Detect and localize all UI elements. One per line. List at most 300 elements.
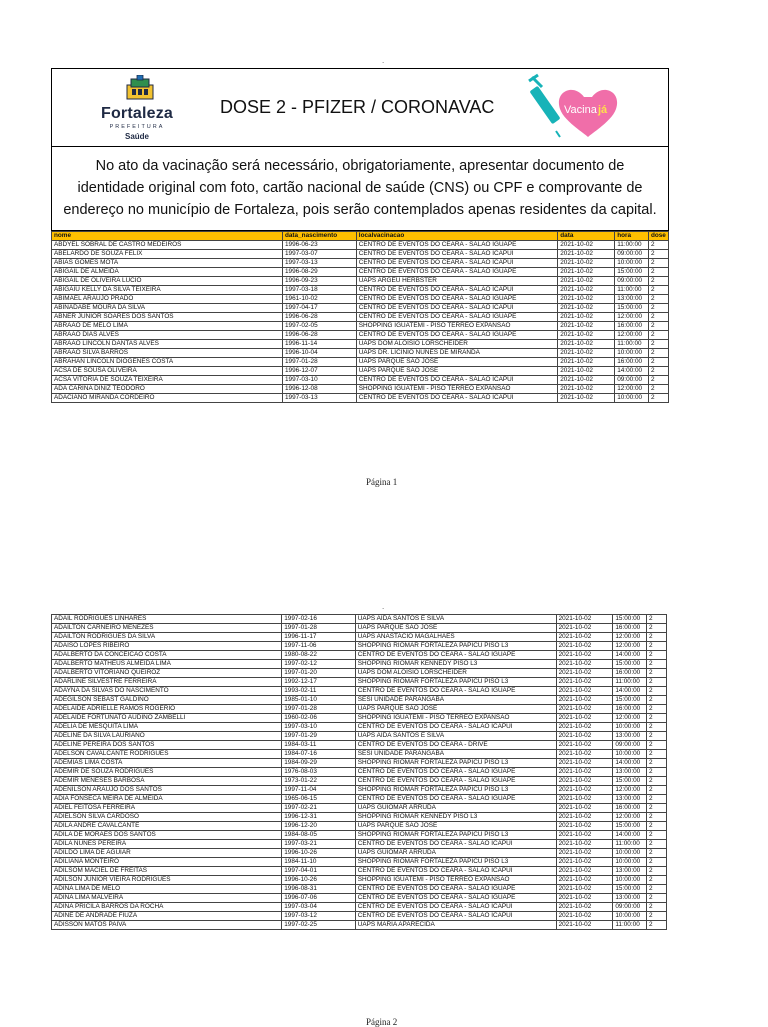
table-cell-data_nascimento: 1996-06-23: [282, 241, 356, 250]
table-cell-hora: 11:00:00: [615, 340, 649, 349]
table-cell-localvacinacao: SHOPPING IGUATEMI - PISO TERREO EXPANSAO: [355, 714, 556, 723]
table-cell-data_nascimento: 1996-08-29: [282, 268, 356, 277]
table-cell-data_nascimento: 1997-03-18: [282, 286, 356, 295]
fortaleza-logo: [92, 75, 182, 141]
table-cell-nome: ADEMIAS LIMA COSTA: [52, 759, 282, 768]
table-cell-data_nascimento: 1984-03-11: [282, 741, 356, 750]
column-header-data_nascimento: data_nascimento: [282, 232, 356, 241]
table-cell-nome: ADINA LIMA DE MELO: [52, 885, 282, 894]
table-cell-localvacinacao: SHOPPING RIOMAR KENNEDY PISO L3: [355, 813, 556, 822]
table-cell-data: 2021-10-02: [556, 678, 613, 687]
table-cell-data_nascimento: 1961-10-02: [282, 295, 356, 304]
table-cell-data: 2021-10-02: [556, 687, 613, 696]
table-cell-nome: ADIEL FEITOSA FERREIRA: [52, 804, 282, 813]
table-cell-dose: 2: [646, 723, 666, 732]
table-row: [52, 723, 667, 732]
table-cell-data: 2021-10-02: [558, 394, 615, 403]
table-cell-hora: 10:00:00: [613, 750, 647, 759]
table-row: [52, 241, 669, 250]
table-cell-hora: 10:00:00: [613, 723, 647, 732]
page-1-label: Página 1: [366, 477, 398, 487]
table-cell-hora: 14:00:00: [613, 651, 647, 660]
table-cell-data: 2021-10-02: [558, 385, 615, 394]
table-cell-nome: ADELSON CAVALCANTE RODRIGUES: [52, 750, 282, 759]
table-cell-dose: 2: [648, 367, 668, 376]
table-cell-localvacinacao: CENTRO DE EVENTOS DO CEARA - SALAO ICAPUI: [356, 286, 557, 295]
table-cell-dose: 2: [646, 741, 666, 750]
table-cell-data: 2021-10-02: [558, 331, 615, 340]
table-row: [52, 322, 669, 331]
table-cell-dose: 2: [646, 840, 666, 849]
table-cell-hora: 12:00:00: [615, 331, 649, 340]
table-cell-nome: ADELIA DE MESQUITA LIMA: [52, 723, 282, 732]
table-cell-localvacinacao: CENTRO DE EVENTOS DO CEARA - SALAO IGUAPE: [355, 894, 556, 903]
table-cell-dose: 2: [646, 885, 666, 894]
table-cell-localvacinacao: UAPS PARQUE SAO JOSE: [355, 624, 556, 633]
table-cell-hora: 10:00:00: [615, 394, 649, 403]
table-cell-data_nascimento: 1984-11-10: [282, 858, 356, 867]
table-cell-localvacinacao: UAPS PARQUE SAO JOSE: [356, 367, 557, 376]
table-cell-localvacinacao: CENTRO DE EVENTOS DO CEARA - SALAO IGUAPE: [356, 268, 557, 277]
table-cell-nome: ABIGAIL DE OLIVEIRA LUCIO: [52, 277, 283, 286]
table-cell-data: 2021-10-02: [556, 696, 613, 705]
table-cell-dose: 2: [646, 786, 666, 795]
table-cell-data_nascimento: 1997-04-01: [282, 867, 356, 876]
table-row: [52, 313, 669, 322]
table-cell-hora: 16:00:00: [613, 804, 647, 813]
table-cell-localvacinacao: CENTRO DE EVENTOS DO CEARA - SALAO IGUAPE: [355, 651, 556, 660]
table-cell-nome: ADIA FONSECA MEIRA DE ALMEIDA: [52, 795, 282, 804]
table-cell-hora: 14:00:00: [613, 831, 647, 840]
table-cell-hora: 11:00:00: [615, 286, 649, 295]
table-cell-nome: ADIELSON SILVA CARDOSO: [52, 813, 282, 822]
table-cell-data: 2021-10-02: [556, 885, 613, 894]
page-dot: .: [382, 602, 385, 611]
table-cell-data: 2021-10-02: [556, 849, 613, 858]
table-cell-nome: ADINE DE ANDRADE FIUZA: [52, 912, 282, 921]
table-cell-data_nascimento: 1996-12-08: [282, 385, 356, 394]
table-cell-localvacinacao: UAPS PARQUE SAO JOSE: [356, 358, 557, 367]
table-row: [52, 615, 667, 624]
table-cell-data: 2021-10-02: [558, 322, 615, 331]
table-cell-hora: 16:00:00: [613, 669, 647, 678]
table-cell-dose: 2: [648, 250, 668, 259]
table-cell-localvacinacao: UAPS ANASTACIO MAGALHAES: [355, 633, 556, 642]
table-cell-localvacinacao: CENTRO DE EVENTOS DO CEARA - SALAO ICAPUI: [355, 912, 556, 921]
table-row: [52, 840, 667, 849]
table-cell-dose: 2: [648, 304, 668, 313]
table-cell-localvacinacao: CENTRO DE EVENTOS DO CEARA - SALAO ICAPUI: [356, 304, 557, 313]
table-row: [52, 858, 667, 867]
table-cell-dose: 2: [648, 385, 668, 394]
table-cell-hora: 16:00:00: [613, 624, 647, 633]
table-cell-nome: ADEMIR MENESES BARBOSA: [52, 777, 282, 786]
table-cell-dose: 2: [646, 876, 666, 885]
table-cell-localvacinacao: UAPS PARQUE SAO JOSE: [355, 822, 556, 831]
column-header-hora: hora: [615, 232, 649, 241]
table-cell-nome: ABIAS GOMES MOTA: [52, 259, 283, 268]
table-cell-data: 2021-10-02: [558, 313, 615, 322]
table-cell-hora: 15:00:00: [615, 304, 649, 313]
table-cell-data: 2021-10-02: [556, 741, 613, 750]
table-cell-hora: 12:00:00: [613, 813, 647, 822]
table-row: [52, 304, 669, 313]
table-cell-data_nascimento: 1960-02-06: [282, 714, 356, 723]
table-cell-nome: ADELAIDE ADRIELLE RAMOS ROGERIO: [52, 705, 282, 714]
table-cell-dose: 2: [648, 268, 668, 277]
table-cell-hora: 15:00:00: [613, 660, 647, 669]
table-row: [52, 331, 669, 340]
table-row: [52, 876, 667, 885]
table-cell-nome: ADARLINE SILVESTRE FERREIRA: [52, 678, 282, 687]
column-header-data: data: [558, 232, 615, 241]
table-cell-data: 2021-10-02: [556, 786, 613, 795]
table-cell-data: 2021-10-02: [556, 732, 613, 741]
table-cell-hora: 12:00:00: [615, 385, 649, 394]
table-cell-dose: 2: [648, 286, 668, 295]
table-cell-localvacinacao: SHOPPING IGUATEMI - PISO TERREO EXPANSAO: [355, 876, 556, 885]
table-cell-dose: 2: [648, 331, 668, 340]
table-cell-data: 2021-10-02: [556, 876, 613, 885]
table-cell-dose: 2: [648, 394, 668, 403]
table-cell-data_nascimento: 1996-10-04: [282, 349, 356, 358]
table-cell-nome: ABRAAO LINCOLN DANTAS ALVES: [52, 340, 283, 349]
table-cell-hora: 13:00:00: [613, 795, 647, 804]
table-cell-hora: 15:00:00: [615, 268, 649, 277]
table-cell-data: 2021-10-02: [556, 633, 613, 642]
table-row: [52, 894, 667, 903]
table-cell-data_nascimento: 1996-11-17: [282, 633, 356, 642]
table-row: [52, 813, 667, 822]
page-1: [51, 68, 669, 403]
vaccine-logo-icon: [526, 73, 626, 139]
table-cell-data_nascimento: 1997-02-25: [282, 921, 356, 930]
table-cell-hora: 13:00:00: [613, 867, 647, 876]
table-cell-dose: 2: [646, 687, 666, 696]
table-cell-dose: 2: [646, 903, 666, 912]
table-cell-localvacinacao: CENTRO DE EVENTOS DO CEARA - SALAO ICAPUI: [355, 840, 556, 849]
table-row: [52, 696, 667, 705]
table-cell-dose: 2: [646, 669, 666, 678]
table-cell-data: 2021-10-02: [558, 277, 615, 286]
table-cell-hora: 15:00:00: [613, 696, 647, 705]
table-row: [52, 358, 669, 367]
table-cell-data_nascimento: 1997-04-17: [282, 304, 356, 313]
table-cell-nome: ADINA LIMA MALVEIRA: [52, 894, 282, 903]
table-row: [52, 624, 667, 633]
table-cell-localvacinacao: UAPS GUIOMAR ARRUDA: [355, 849, 556, 858]
table-cell-hora: 10:00:00: [615, 259, 649, 268]
logo-sub-text: PREFEITURA: [109, 124, 165, 130]
table-cell-data_nascimento: 1996-10-26: [282, 849, 356, 858]
column-header-dose: dose: [648, 232, 668, 241]
table-cell-data: 2021-10-02: [556, 903, 613, 912]
table-cell-data_nascimento: 1997-03-13: [282, 259, 356, 268]
table-cell-dose: 2: [646, 894, 666, 903]
table-cell-hora: 14:00:00: [615, 367, 649, 376]
table-cell-hora: 10:00:00: [613, 849, 647, 858]
table-cell-localvacinacao: SHOPPING RIOMAR FORTALEZA PAPICU PISO L3: [355, 678, 556, 687]
table-cell-hora: 13:00:00: [615, 295, 649, 304]
table-cell-nome: ADAIL RODRIGUES LINHARES: [52, 615, 282, 624]
table-cell-nome: ADELINE PEREIRA DOS SANTOS: [52, 741, 282, 750]
table-cell-dose: 2: [646, 633, 666, 642]
table-cell-hora: 12:00:00: [613, 786, 647, 795]
table-cell-dose: 2: [646, 678, 666, 687]
table-row: [52, 777, 667, 786]
table-row: [52, 903, 667, 912]
table-row: [52, 714, 667, 723]
table-cell-dose: 2: [646, 921, 666, 930]
table-cell-data_nascimento: 1997-03-13: [282, 394, 356, 403]
table-cell-hora: 16:00:00: [615, 358, 649, 367]
table-row: [52, 786, 667, 795]
table-cell-data_nascimento: 1997-01-20: [282, 669, 356, 678]
table-cell-nome: ADILSON JUNIOR VIEIRA RODRIGUES: [52, 876, 282, 885]
table-row: [52, 822, 667, 831]
table-cell-data_nascimento: 1984-07-16: [282, 750, 356, 759]
table-cell-nome: ABRAAO SILVA BARROS: [52, 349, 283, 358]
table-cell-data_nascimento: 1996-12-07: [282, 367, 356, 376]
table-cell-data_nascimento: 1984-09-29: [282, 759, 356, 768]
table-row: [52, 651, 667, 660]
table-row: [52, 642, 667, 651]
table-cell-hora: 12:00:00: [613, 633, 647, 642]
table-cell-data_nascimento: 1996-12-31: [282, 813, 356, 822]
table-cell-localvacinacao: UAPS PARQUE SAO JOSE: [355, 705, 556, 714]
table-cell-nome: ABDYEL SOBRAL DE CASTRO MEDEIROS: [52, 241, 283, 250]
table-cell-hora: 12:00:00: [613, 642, 647, 651]
schedule-table-page-1: [51, 231, 669, 403]
table-cell-localvacinacao: CENTRO DE EVENTOS DO CEARA - SALAO IGUAPE: [355, 687, 556, 696]
table-cell-dose: 2: [646, 642, 666, 651]
table-row: [52, 669, 667, 678]
table-cell-data_nascimento: 1997-03-07: [282, 250, 356, 259]
table-cell-data: 2021-10-02: [556, 624, 613, 633]
table-cell-dose: 2: [646, 831, 666, 840]
table-cell-hora: 13:00:00: [613, 732, 647, 741]
table-row: [52, 885, 667, 894]
table-cell-data_nascimento: 1997-11-06: [282, 642, 356, 651]
table-cell-nome: ADISSON MATOS PAIVA: [52, 921, 282, 930]
logo-brand-text: Fortaleza: [100, 105, 174, 122]
column-header-nome: nome: [52, 232, 283, 241]
page-2-label: Página 2: [366, 1017, 398, 1027]
table-cell-hora: 12:00:00: [615, 313, 649, 322]
table-cell-dose: 2: [648, 358, 668, 367]
table-cell-localvacinacao: CENTRO DE EVENTOS DO CEARA - SALAO ICAPUI: [355, 867, 556, 876]
table-row: [52, 687, 667, 696]
table-row: [52, 678, 667, 687]
table-cell-data: 2021-10-02: [556, 714, 613, 723]
table-cell-data: 2021-10-02: [558, 367, 615, 376]
table-cell-dose: 2: [646, 624, 666, 633]
table-cell-data_nascimento: 1997-03-10: [282, 723, 356, 732]
table-cell-data: 2021-10-02: [558, 268, 615, 277]
table-cell-data: 2021-10-02: [556, 705, 613, 714]
column-header-localvacinacao: localvacinacao: [356, 232, 557, 241]
table-cell-localvacinacao: CENTRO DE EVENTOS DO CEARA - SALAO IGUAPE: [356, 295, 557, 304]
table-cell-localvacinacao: CENTRO DE EVENTOS DO CEARA - SALAO ICAPUI: [356, 394, 557, 403]
table-cell-hora: 12:00:00: [613, 714, 647, 723]
table-cell-data_nascimento: 1997-03-12: [282, 912, 356, 921]
table-cell-data: 2021-10-02: [558, 241, 615, 250]
table-cell-data_nascimento: 1997-01-28: [282, 624, 356, 633]
table-cell-data: 2021-10-02: [556, 912, 613, 921]
table-row: [52, 394, 669, 403]
table-cell-dose: 2: [648, 349, 668, 358]
table-cell-nome: ADILIANA MONTEIRO: [52, 858, 282, 867]
table-cell-data_nascimento: 1996-10-26: [282, 876, 356, 885]
table-cell-hora: 15:00:00: [613, 615, 647, 624]
table-cell-data: 2021-10-02: [556, 759, 613, 768]
table-cell-dose: 2: [646, 912, 666, 921]
table-cell-data_nascimento: 1997-03-21: [282, 840, 356, 849]
table-cell-data_nascimento: 1993-02-11: [282, 687, 356, 696]
table-row: [52, 759, 667, 768]
table-cell-hora: 10:00:00: [613, 912, 647, 921]
table-cell-localvacinacao: SESI UNIDADE PARANGABA: [355, 696, 556, 705]
table-cell-data_nascimento: 1965-06-15: [282, 795, 356, 804]
document-header: [52, 69, 668, 147]
table-cell-hora: 09:00:00: [615, 376, 649, 385]
table-cell-data_nascimento: 1997-01-28: [282, 705, 356, 714]
table-cell-nome: ADILSOM MACIEL DE FREITAS: [52, 867, 282, 876]
table-cell-dose: 2: [646, 750, 666, 759]
table-cell-hora: 14:00:00: [613, 759, 647, 768]
table-row: [52, 367, 669, 376]
table-cell-localvacinacao: UAPS AIDA SANTOS E SILVA: [355, 732, 556, 741]
table-cell-hora: 10:00:00: [613, 858, 647, 867]
table-cell-dose: 2: [648, 340, 668, 349]
table-cell-nome: ADALBERTO VITORIANO QUEIROZ: [52, 669, 282, 678]
table-cell-data_nascimento: 1997-02-05: [282, 322, 356, 331]
table-cell-localvacinacao: CENTRO DE EVENTOS DO CEARA - SALAO IGUAPE: [355, 795, 556, 804]
table-cell-dose: 2: [646, 849, 666, 858]
table-cell-data_nascimento: 1985-01-10: [282, 696, 356, 705]
table-cell-data: 2021-10-02: [558, 358, 615, 367]
schedule-table-page-2: [51, 614, 667, 930]
table-cell-data: 2021-10-02: [556, 840, 613, 849]
table-cell-nome: ABNER JUNIOR SOARES DOS SANTOS: [52, 313, 283, 322]
table-cell-localvacinacao: CENTRO DE EVENTOS DO CEARA - SALAO ICAPUI: [356, 250, 557, 259]
vaccine-logo-text: Vacina: [564, 104, 597, 116]
table-cell-dose: 2: [648, 295, 668, 304]
table-cell-data: 2021-10-02: [556, 768, 613, 777]
table-cell-data: 2021-10-02: [558, 304, 615, 313]
table-cell-nome: ADAILTON CARNEIRO MENEZES: [52, 624, 282, 633]
table-cell-nome: ADAYNA DA SILVAS DO NASCIMENTO: [52, 687, 282, 696]
table-cell-hora: 15:00:00: [613, 885, 647, 894]
table-cell-localvacinacao: UAPS AIDA SANTOS E SILVA: [355, 615, 556, 624]
table-cell-data_nascimento: 1980-08-22: [282, 651, 356, 660]
table-cell-data: 2021-10-02: [556, 858, 613, 867]
table-cell-nome: ABIGAIL DE ALMEIDA: [52, 268, 283, 277]
table-cell-dose: 2: [648, 313, 668, 322]
table-row: [52, 768, 667, 777]
vaccine-logo-text2: já: [598, 104, 608, 116]
table-cell-hora: 09:00:00: [615, 250, 649, 259]
table-cell-data: 2021-10-02: [556, 723, 613, 732]
table-cell-data_nascimento: 1996-09-23: [282, 277, 356, 286]
table-body-page-1: [52, 241, 669, 403]
table-cell-dose: 2: [646, 759, 666, 768]
table-cell-data: 2021-10-02: [556, 660, 613, 669]
table-cell-dose: 2: [646, 822, 666, 831]
logo-dept-text: Saúde: [124, 132, 149, 141]
table-cell-dose: 2: [646, 651, 666, 660]
table-cell-data_nascimento: 1997-01-28: [282, 358, 356, 367]
table-cell-hora: 16:00:00: [615, 322, 649, 331]
table-cell-localvacinacao: CENTRO DE EVENTOS DO CEARA - SALAO IGUAPE: [356, 331, 557, 340]
table-cell-hora: 11:00:00: [613, 678, 647, 687]
table-cell-dose: 2: [646, 714, 666, 723]
table-cell-data: 2021-10-02: [556, 615, 613, 624]
table-row: [52, 268, 669, 277]
table-cell-hora: 09:00:00: [613, 741, 647, 750]
table-cell-nome: ADALBERTO DA CONCEICAO COSTA: [52, 651, 282, 660]
table-cell-data: 2021-10-02: [556, 867, 613, 876]
table-cell-data_nascimento: 1996-11-14: [282, 340, 356, 349]
table-cell-hora: 11:00:00: [613, 840, 647, 849]
table-cell-hora: 11:00:00: [613, 921, 647, 930]
table-cell-nome: ADA CARINA DINIZ TEODORO: [52, 385, 283, 394]
table-cell-data: 2021-10-02: [556, 651, 613, 660]
table-cell-data: 2021-10-02: [556, 669, 613, 678]
table-cell-localvacinacao: CENTRO DE EVENTOS DO CEARA - SALAO ICAPUI: [355, 723, 556, 732]
table-cell-localvacinacao: CENTRO DE EVENTOS DO CEARA - SALAO IGUAPE: [355, 777, 556, 786]
table-cell-dose: 2: [646, 804, 666, 813]
table-cell-nome: ABRAAO DIAS ALVES: [52, 331, 283, 340]
table-cell-data_nascimento: 1996-08-31: [282, 885, 356, 894]
document-title: DOSE 2 - PFIZER / CORONAVAC: [220, 97, 495, 117]
table-cell-data_nascimento: 1992-12-17: [282, 678, 356, 687]
table-cell-data: 2021-10-02: [556, 642, 613, 651]
table-cell-localvacinacao: CENTRO DE EVENTOS DO CEARA - SALAO ICAPUI: [356, 259, 557, 268]
table-cell-dose: 2: [648, 241, 668, 250]
table-cell-data_nascimento: 1996-07-06: [282, 894, 356, 903]
table-row: [52, 912, 667, 921]
table-cell-dose: 2: [648, 322, 668, 331]
table-cell-dose: 2: [646, 867, 666, 876]
table-cell-dose: 2: [648, 376, 668, 385]
table-cell-nome: ADILA NUNES PEREIRA: [52, 840, 282, 849]
table-cell-dose: 2: [648, 277, 668, 286]
table-row: [52, 277, 669, 286]
table-cell-data: 2021-10-02: [556, 822, 613, 831]
table-cell-dose: 2: [646, 858, 666, 867]
table-row: [52, 795, 667, 804]
table-cell-dose: 2: [646, 768, 666, 777]
table-cell-localvacinacao: UAPS GUIOMAR ARRUDA: [355, 804, 556, 813]
table-cell-nome: ADACIANO MIRANDA CORDEIRO: [52, 394, 283, 403]
table-row: [52, 286, 669, 295]
table-cell-hora: 15:00:00: [613, 822, 647, 831]
table-cell-dose: 2: [646, 705, 666, 714]
table-cell-localvacinacao: CENTRO DE EVENTOS DO CEARA - DRIVE: [355, 741, 556, 750]
table-cell-data_nascimento: 1996-06-28: [282, 313, 356, 322]
table-row: [52, 250, 669, 259]
table-cell-hora: 16:00:00: [613, 705, 647, 714]
table-cell-localvacinacao: SHOPPING RIOMAR FORTALEZA PAPICU PISO L3: [355, 858, 556, 867]
table-cell-data: 2021-10-02: [558, 349, 615, 358]
table-row: [52, 741, 667, 750]
table-cell-data: 2021-10-02: [556, 921, 613, 930]
table-row: [52, 376, 669, 385]
table-cell-dose: 2: [648, 259, 668, 268]
table-cell-nome: ADEMIR DE SOUZA RODRIGUES: [52, 768, 282, 777]
table-cell-hora: 15:00:00: [613, 777, 647, 786]
